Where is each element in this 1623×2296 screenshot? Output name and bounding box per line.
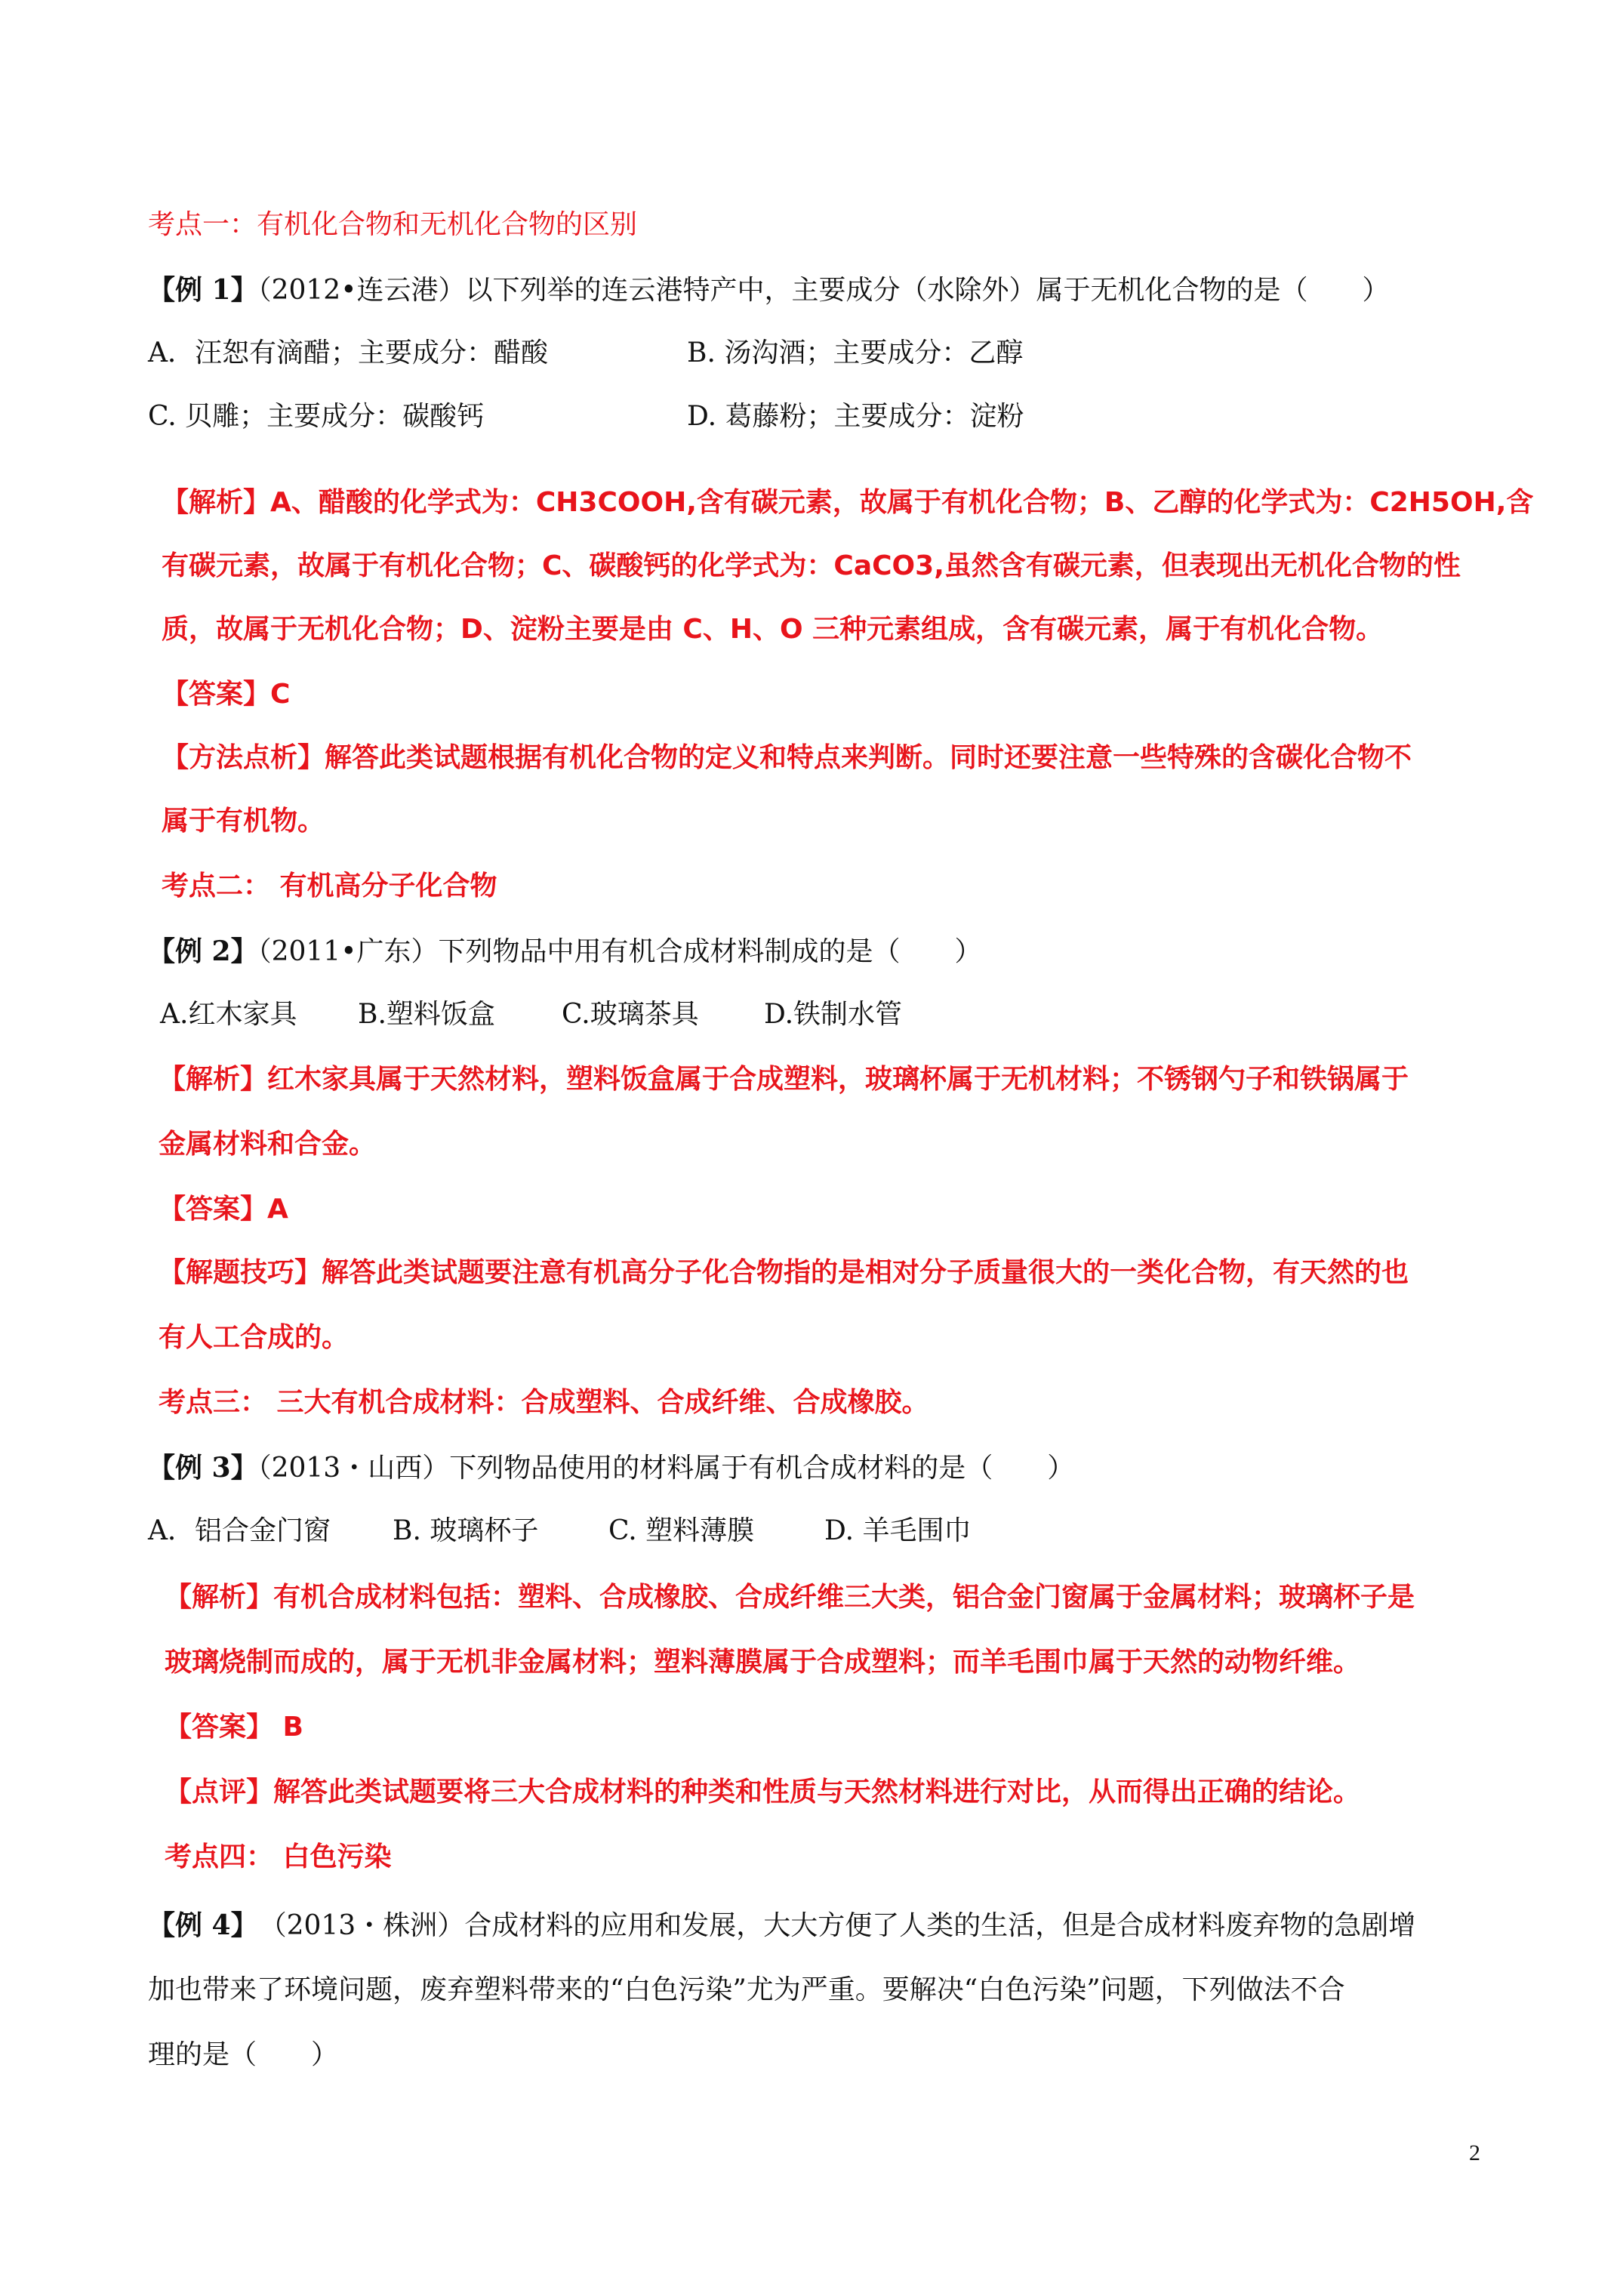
example-2-stem bbox=[148, 935, 981, 969]
example-1-analysis-line: 有碳元素，故属于有机化合物；C、碳酸钙的化学式为：CaCO3,虽然含有碳元素，但表现出无机化合物的性 bbox=[162, 550, 1461, 581]
section-title-1: 考点一：有机化合物和无机化合物的区别 bbox=[148, 209, 638, 240]
example-3-option-b: B. 玻璃杯子 bbox=[393, 1515, 539, 1546]
example-2-option-c: C.玻璃茶具 bbox=[562, 999, 699, 1030]
example-2-analysis-line: 金属材料和合金。 bbox=[159, 1129, 377, 1160]
example-4-line: 理的是（ ） bbox=[148, 2039, 339, 2070]
example-2-method-line: 【解题技巧】解答此类试题要注意有机高分子化合物指的是相对分子质量很大的一类化合物，有天然的也 bbox=[159, 1257, 1409, 1288]
example-3-text: （2013・山西）下列物品使用的材料属于有机合成材料的是（ ） bbox=[257, 1453, 1075, 1484]
page-number: 2 bbox=[1469, 2140, 1480, 2165]
example-4-text: （2013・株洲）合成材料的应用和发展，大大方便了人类的生活，但是合成材料废弃物的急剧增 bbox=[273, 1910, 1416, 1941]
section-title-4: 考点四： 白色污染 bbox=[165, 1841, 392, 1872]
example-2-answer: 【答案】A bbox=[159, 1194, 288, 1225]
section-title-2: 考点二： 有机高分子化合物 bbox=[162, 871, 497, 901]
example-1-option-d: D. 葛藤粉；主要成分：淀粉 bbox=[687, 401, 1024, 432]
example-4-line: 加也带来了环境问题，废弃塑料带来的“白色污染”尤为严重。要解决“白色污染”问题，下列做法不合 bbox=[148, 1974, 1345, 2005]
example-1-method-line: 属于有机物。 bbox=[162, 806, 325, 837]
example-3-analysis-line: 玻璃烧制而成的，属于无机非金属材料；塑料薄膜属于合成塑料；而羊毛围巾属于天然的动物纤维。 bbox=[165, 1647, 1361, 1678]
example-1-analysis-line: 【解析】A、醋酸的化学式为：CH3COOH,含有碳元素，故属于有机化合物；B、乙醇的化学式为：C2H5OH,含 bbox=[162, 487, 1534, 518]
example-2-method-line: 有人工合成的。 bbox=[159, 1322, 350, 1353]
example-2-tag: 【例 2】 bbox=[148, 935, 258, 967]
example-3-analysis-line: 【解析】有机合成材料包括：塑料、合成橡胶、合成纤维三大类，铝合金门窗属于金属材料；玻璃杯子是 bbox=[165, 1582, 1415, 1613]
example-4-line bbox=[148, 1909, 1415, 1943]
example-2-analysis-line: 【解析】红木家具属于天然材料，塑料饭盒属于合成塑料，玻璃杯属于无机材料；不锈钢勺子和铁锅属于 bbox=[159, 1064, 1409, 1095]
example-4-tag: 【例 4】 bbox=[148, 1909, 258, 1941]
example-2-text: （2011•广东）下列物品中用有机合成材料制成的是（ ） bbox=[257, 936, 982, 967]
example-1-method-line: 【方法点析】解答此类试题根据有机化合物的定义和特点来判断。同时还要注意一些特殊的含碳化合物不 bbox=[162, 742, 1412, 773]
example-3-option-c: C. 塑料薄膜 bbox=[608, 1515, 755, 1546]
example-3-tag: 【例 3】 bbox=[148, 1452, 258, 1484]
example-3-answer: 【答案】 B bbox=[165, 1712, 303, 1743]
example-1-option-b: B. 汤沟酒；主要成分：乙醇 bbox=[687, 337, 1024, 368]
example-1-option-c: C. 贝雕；主要成分：碳酸钙 bbox=[148, 401, 485, 432]
example-1-answer: 【答案】C bbox=[162, 679, 291, 710]
example-3-option-d: D. 羊毛围巾 bbox=[824, 1515, 972, 1546]
example-1-stem bbox=[148, 273, 1389, 307]
example-2-option-a: A.红木家具 bbox=[160, 999, 297, 1030]
example-1-tag: 【例 1】 bbox=[148, 274, 258, 306]
example-1-analysis-line: 质，故属于无机化合物；D、淀粉主要是由 C、H、O 三种元素组成，含有碳元素，属于有机化合物。 bbox=[162, 614, 1384, 645]
example-3-comment: 【点评】解答此类试题要将三大合成材料的种类和性质与天然材料进行对比，从而得出正确的结论。 bbox=[165, 1777, 1361, 1808]
example-2-option-b: B.塑料饭盒 bbox=[358, 999, 495, 1030]
example-3-stem bbox=[148, 1451, 1074, 1485]
section-title-3: 考点三： 三大有机合成材料：合成塑料、合成纤维、合成橡胶。 bbox=[159, 1387, 929, 1418]
example-2-option-d: D.铁制水管 bbox=[764, 999, 903, 1030]
example-1-option-a: A．汪恕有滴醋；主要成分：醋酸 bbox=[148, 337, 548, 368]
example-1-text: （2012•连云港）以下列举的连云港特产中，主要成分（水除外）属于无机化合物的是（ ） bbox=[257, 275, 1390, 306]
example-3-option-a: A．铝合金门窗 bbox=[148, 1515, 331, 1546]
